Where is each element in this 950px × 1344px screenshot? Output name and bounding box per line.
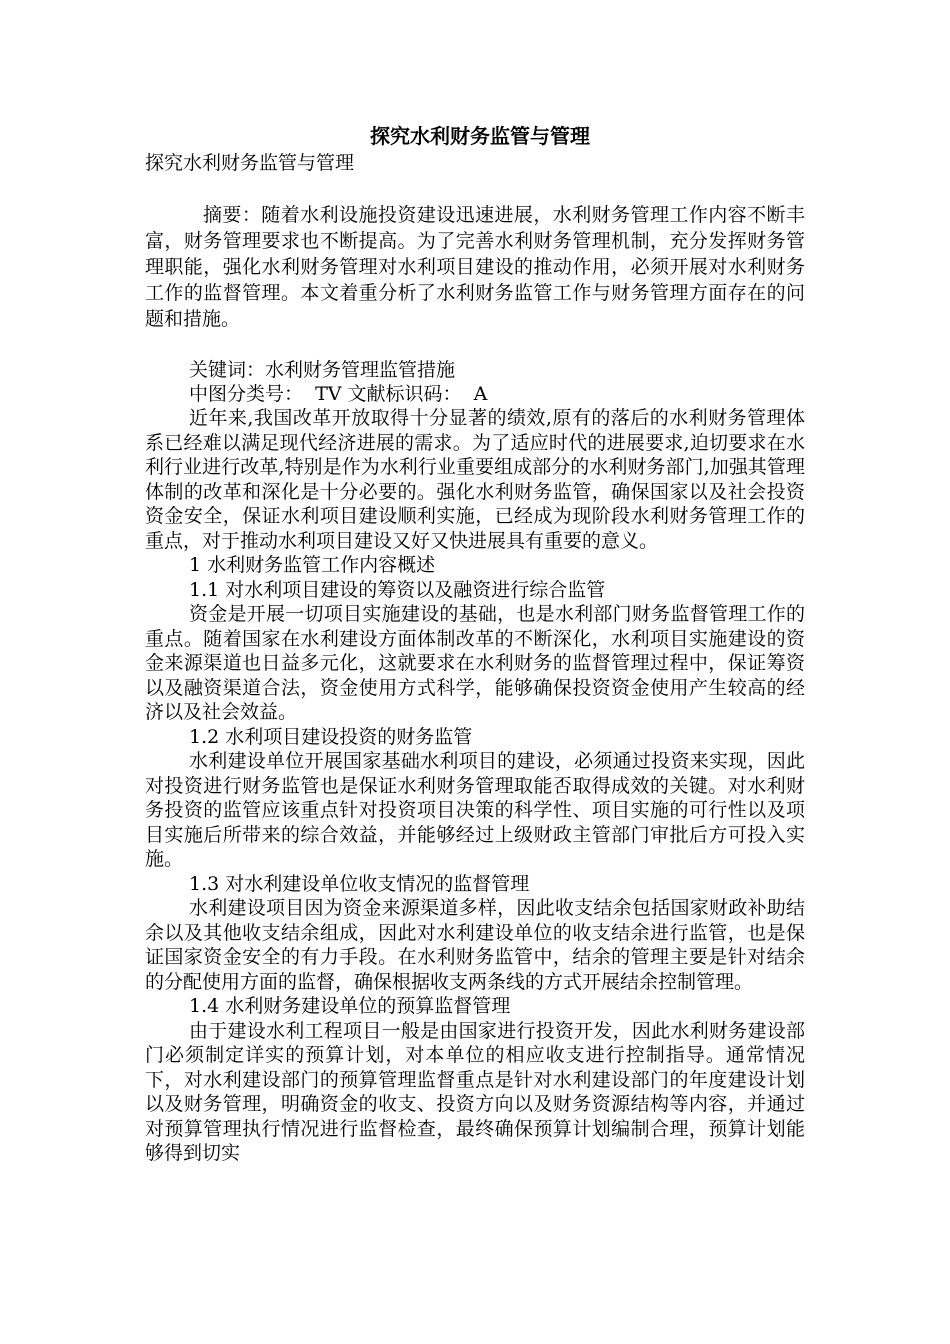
keywords-line: 关键词：水利财务管理监管措施 [189, 359, 456, 381]
document-page [145, 122, 805, 1166]
section-heading: 1.1 对水利项目建设的筹资以及融资进行综合监管 [189, 578, 606, 601]
section-heading: 1.4 水利财务建设单位的预算监督管理 [189, 995, 511, 1017]
section-body: 水利建设项目因为资金来源渠道多样，因此收支结余包括国家财政补助结余以及其他收支结余组成，因此对水利建设单位的收支结余进行监管，也是保证国家资金安全的有力手段。在水利财务监管中，结余的管理主要是针对结余的分配使用方面的监督，确保根据收支两条线的方式开展结余控制管理。 [145, 897, 805, 993]
section-body: 水利建设单位开展国家基础水利项目的建设，必须通过投资来实现，因此对投资进行财务监管也是保证水利财务管理取能否取得成效的关键。对水利财务投资的监管应该重点针对投资项目决策的科学性、项目实施的可行性以及项目实施后所带来的综合效益，并能够经过上级财政主管部门审批后方可投入实施。 [145, 750, 805, 870]
abstract-paragraph: 摘要：随着水利设施投资建设迅速进展，水利财务管理工作内容不断丰富，财务管理要求也不断提高。为了完善水利财务管理机制，充分发挥财务管理职能，强化水利财务管理对水利项目建设的推动作用，必须开展对水利财务工作的监督管理。本文着重分析了水利财务监管工作与财务管理方面存在的问题和措施。 [145, 204, 805, 330]
blank-line [145, 176, 805, 202]
document-subtitle: 探究水利财务监管与管理 [145, 152, 355, 174]
classification-line: 中图分类号： TV 文献标识码： A [189, 383, 488, 405]
section-body: 资金是开展一切项目实施建设的基础，也是水利部门财务监督管理工作的重点。随着国家在水利建设方面体制改革的不断深化，水利项目实施建设的资金来源渠道也日益多元化，这就要求在水利财务的监督管理过程中，保证筹资以及融资渠道合法，资金使用方式科学，能够确保投资资金使用产生较高的经济以及社会效益。 [145, 603, 805, 723]
blank-line [145, 332, 805, 358]
intro-paragraph: 近年来,我国改革开放取得十分显著的绩效,原有的落后的水利财务管理体系已经难以满足现代经济进展的需求。为了适应时代的进展要求,迫切要求在水利行业进行改革,特别是作为水利行业重要组成部分的水利财务部门,加强其管理体制的改革和深化是十分必要的。强化水利财务监管，确保国家以及社会投资资金安全，保证水利项目建设顺利实施，已经成为现阶段水利财务管理工作的重点，对于推动水利项目建设又好又快进展具有重要的意义。 [145, 407, 805, 552]
section-heading: 1 水利财务监管工作内容概述 [189, 554, 436, 576]
document-title: 探究水利财务监管与管理 [370, 124, 590, 148]
section-heading: 1.2 水利项目建设投资的财务监管 [189, 725, 473, 748]
section-body: 由于建设水利工程项目一般是由国家进行投资开发，因此水利财务建设部门必须制定详实的预算计划，对本单位的相应收支进行控制指导。通常情况下，对水利建设部门的预算管理监督重点是针对水利建设部门的年度建设计划以及财务管理，明确资金的收支、投资方向以及财务资源结构等内容，并通过对预算管理执行情况进行监督检查，最终确保预算计划编制合理，预算计划能够得到切实 [145, 1019, 805, 1164]
section-heading: 1.3 对水利建设单位收支情况的监督管理 [189, 872, 530, 895]
